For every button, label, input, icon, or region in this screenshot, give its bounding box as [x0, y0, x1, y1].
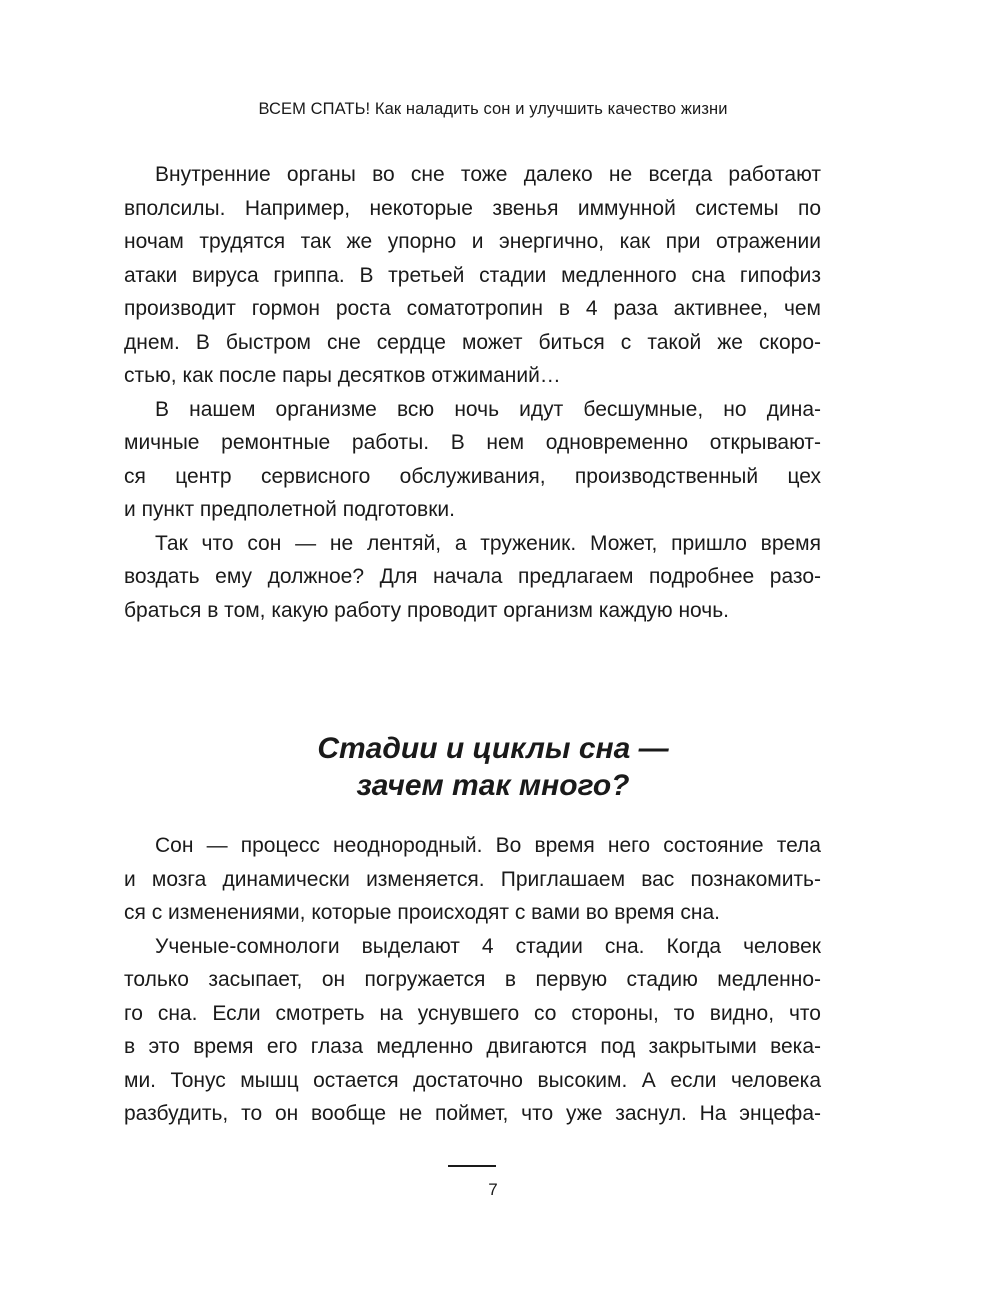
paragraph-line: в это время его глаза медленно двигаются под закрытыми века- [124, 1035, 821, 1058]
paragraph-line: браться в том, какую работу проводит организм каждую ночь. [124, 598, 729, 622]
paragraph-line: Сон — процесс неоднородный. Во время него состояние тела [155, 834, 821, 857]
paragraph-line: ся центр сервисного обслуживания, производственный цех [124, 464, 821, 488]
paragraph-line: В нашем организме всю ночь идут бесшумные, но дина- [155, 397, 821, 421]
paragraph-line: мичные ремонтные работы. В нем одновременно открывают- [124, 431, 821, 454]
paragraph-line: стью, как после пары десятков отжиманий… [124, 364, 561, 387]
folio-rule [448, 1165, 496, 1167]
paragraph-line: ми. Тонус мышц остается достаточно высоким. А если человека [124, 1068, 821, 1092]
paragraph-line: и пункт предполетной подготовки. [124, 498, 455, 521]
page-number: 7 [488, 1180, 498, 1199]
running-header: ВСЕМ СПАТЬ! Как наладить сон и улучшить качество жизни [258, 100, 728, 118]
section-heading-line: Стадии и циклы сна — [317, 732, 669, 765]
paragraph-line: ся с изменениями, которые происходят с вами во время сна. [124, 901, 720, 924]
body-text-top [124, 158, 821, 627]
section-heading-line: зачем так много? [356, 769, 630, 802]
paragraph-line: только засыпает, он погружается в первую стадию медленно- [124, 968, 821, 991]
paragraph-line: воздать ему должное? Для начала предлагаем подробнее разо- [124, 565, 821, 588]
paragraph-line: и мозга динамически изменяется. Приглашаем вас познакомить- [124, 867, 821, 891]
paragraph-line: разбудить, то он вообще не поймет, что уже заснул. На энцефа- [124, 1102, 821, 1125]
paragraph-line: Так что сон — не лентяй, а труженик. Может, пришло время [155, 531, 821, 555]
paragraph-line: производит гормон роста соматотропин в 4 раза активнее, чем [124, 297, 821, 320]
paragraph-line: ночам трудятся так же упорно и энергично, как при отражении [124, 230, 821, 253]
paragraph-line: вполсилы. Например, некоторые звенья иммунной системы по [124, 196, 821, 220]
paragraph-line: атаки вируса гриппа. В третьей стадии медленного сна гипофиз [124, 263, 821, 287]
paragraph-line: днем. В быстром сне сердце может биться с такой же скоро- [124, 330, 821, 354]
section-heading [0, 730, 986, 804]
paragraph-line: Внутренние органы во сне тоже далеко не всегда работают [155, 163, 821, 186]
paragraph-line: Ученые-сомнологи выделают 4 стадии сна. Когда человек [155, 934, 821, 958]
body-text-bottom [124, 829, 821, 1131]
paragraph-line: го сна. Если смотреть на уснувшего со стороны, то видно, что [124, 1001, 821, 1025]
